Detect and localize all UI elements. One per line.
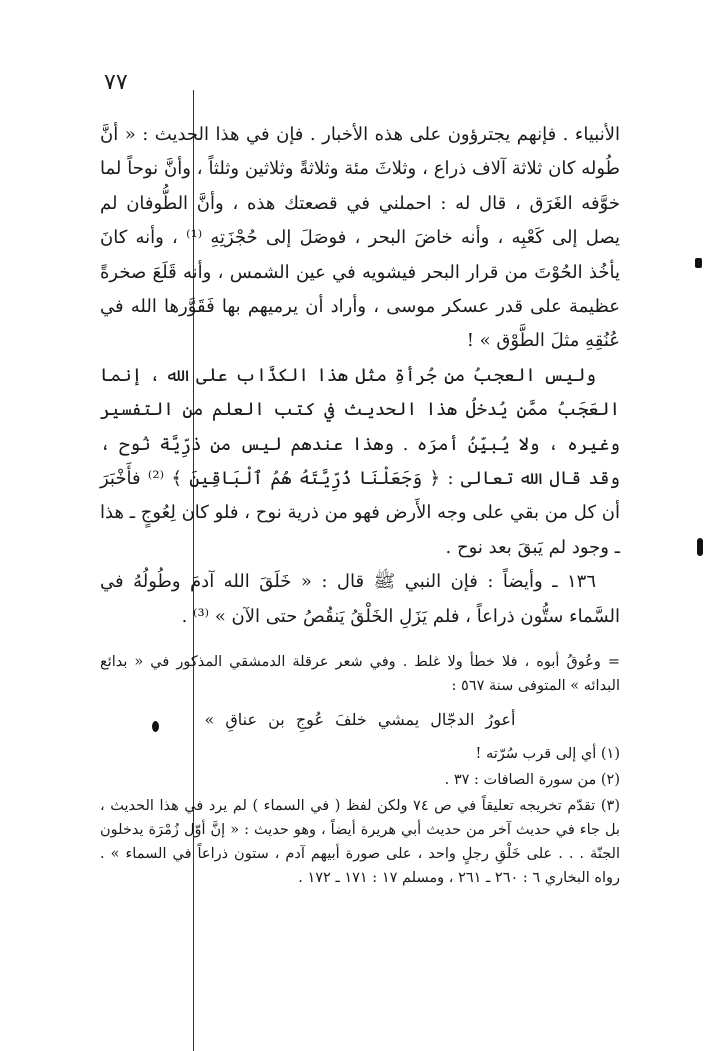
scan-mark-right-1 — [695, 258, 702, 268]
footnote-2: (٢) من سورة الصافات : ٣٧ . — [444, 772, 620, 788]
footnote-continuation: = وعُوقُ أبوه ، فلا خطأ ولا غلط . وفي شعر عرقلة الدمشقي المذكور في « بدائع البدائه » المتوفى سنة ٥٦٧ : — [100, 654, 620, 694]
paragraph-3: ١٣٦ ـ وأيضاً : فإن النبي ﷺ قال : « خَلَقَ الله آدمَ وطُولُهُ في السَّماء ستُّون ذراعاً ، فلم يَزَلِ الخَلْقُ يَنقُصُ حتى الآن » ⁽³⁾ . — [100, 571, 620, 627]
paragraph-1: الأنبياء . فإنهم يجترؤون على هذه الأخبار . فإن في هذا الحديث : « أنَّ طُوله كان ثلاثة آلاف ذراع ، وثلاثَ مئة وثلاثةً وثلاثين وثلثاً ، وأنَّ نوحاً لما خوَّفه الغَرَق ، قال له : احملني في قصعتك هذه ، وأنَّ الطُّوفان لم يصل إلى كَعْبِه ، وأنه خاضَ البحر ، فوصَلَ إلى حُجْزَتِهِ ⁽¹⁾ ، وأنه كانَ يأخُذ الحُوْتَ من قرار البحر فيشويه في عين الشمس ، وأنه قَلَعَ صخرةً عظيمة على قدر عسكر موسى ، وأراد أن يرميهم بها فَقَوَّرها الله في عُنُقِهِ مثلَ الطَّوْق » ! — [100, 124, 620, 352]
main-text — [100, 118, 620, 634]
poem-verse: أعورُ الدجّال يمشي خلفَ عُوجِ بن عناقِ » — [204, 710, 516, 729]
footnote-3: (٣) تقدّم تخريجه تعليقاً في ص ٧٤ ولكن لفظ ( في السماء ) لم يرد في هذا الحديث ، بل جاء في حديث آخر من حديث أبي هريرة أيضاً ، وهو حديث : « إنَّ أوّل زُمْرَة يدخلون الجنّة . . . على خَلْقِ رجلٍ واحد ، على صورة أبيهم آدم ، ستون ذراعاً في السماء » . رواه البخاري ٦ : ٢٦٠ ـ ٢٦١ ، ومسلم ١٧ : ١٧١ ـ ١٧٢ . — [100, 798, 621, 886]
footnote-1: (١) أي إلى قرب سُرّته ! — [475, 746, 620, 762]
page-number: ٧٧ — [104, 70, 128, 95]
scan-mark-right-2 — [697, 538, 703, 556]
footnotes — [100, 650, 620, 890]
paragraph-2: وليس العجبُ من جُرأةِ مثل هذا الكذَّاب على الله ، إنما العَجَبُ ممَّن يُدخلُ هذا الحديث في كتب العلم من التفسير وغيره ، ولا يُبيِّنُ أمرَه . وهذا عندهم ليس من ذرِّيَّة نُوح ، وقد قال الله تعالى : ﴿ وَجَعَلْنَا ذُرِّيَّتَهُ هُمُ ٱلْبَاقِينَ ﴾ ⁽²⁾ فأَخْبَرَ أن كل من بقي على وجه الأَرض فهو من ذرية نوح ، فلو كان لِعُوجٍ ـ هذا ـ وجود لم يَبقَ بعد نوح . — [100, 364, 620, 558]
